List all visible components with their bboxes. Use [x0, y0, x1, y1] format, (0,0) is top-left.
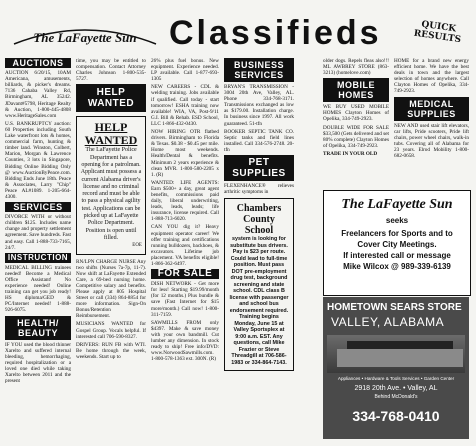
careers-listing: NEW CAREERS - CDL & welding training. Jobs available if qualified. Call today - start tomorrow! ESHA training now available! WIA, VA, Post-9/11 G.I. Bill & Rehab. ESD School, LLC 1-866-432-0430.	[151, 84, 219, 127]
sun-ad-line4: Mike Wilcox @ 989-339-6139	[343, 262, 451, 271]
sears-phone: 334-768-0410	[352, 408, 440, 424]
sears-categories: Appliances • Hardware & Tools Services • Garden Center	[337, 376, 455, 381]
sun-ad-seeks: seeks	[385, 216, 409, 225]
bryans-listing: BRYAN'S TRANSMISSION - 3004 20th Ave, Valley, AL. Phone 334-768-3171. Transmissions exchanged as low as $179.00. Installation charge. In business since 1997. All work guaranteed. 51-tfn	[224, 84, 294, 127]
sears-address: 2918 20th Ave. • Valley, AL	[354, 385, 438, 392]
sun-ad-line2: Cover City Meetings.	[357, 240, 437, 249]
fuel-bonus-listing: 26% plus fuel bonus. New equipment. Experience needed. LP available. Call 1-877-693-1305	[151, 58, 219, 83]
medical-billing-listing: MEDICAL BILLING trainees needed! Become a Medical Office Assistant! No experience needed! Online training can get you job ready! HS diploma/GED & PC/Internet needed! 1-888-926-6075.	[5, 264, 71, 314]
attorney-listing: time, you may be entitled to compensation. Contact Attorney Charles Johnson 1-800-535-5727.	[76, 58, 146, 83]
flea-listing: older dogs. Repels fleas also!!! ML AWBREY STORE (863-3213) (homelove.com)	[323, 58, 389, 77]
musicians-listing: MUSICIANS WANTED for Gospel Group. Vocals helpful. If interested call 706-590-8327.	[76, 321, 146, 340]
divorce-listing: DIVORCE WITH or without children $125. Includes name change and property settlement agreement. Save hundreds. Fast and easy. Call 1-888-733-7165, 24/7.	[5, 214, 71, 251]
page-title: Classifieds	[169, 14, 382, 52]
help-box-title: HELP WANTED	[84, 120, 138, 148]
help-box-text: The LaFayette Police Department has a opening for a patrolman. Applicant must possess a current Alabama driver's license and no criminal record and must be able to pass a physical agility test. Applications can be picked up at LaFayette Police Department. Position is open until filled.	[80, 147, 142, 241]
nurse-listing: RN/LPN CHARGE NURSE Any two shifts (Nurses 7a-7p, 11-7). Now shift at LaFayette Extended Care, a 69-bed nursing home. Competitive salary and benefits. Please apply at 805 Hospital Street or call (334) 864-8854 for more information. Sign-On Bonus/Retention Reimbursement.	[76, 258, 146, 320]
pet-supplies-header: PET SUPPLIES	[224, 155, 294, 181]
sears-owner: Behind McDonald's	[374, 394, 418, 400]
stair-lift-listing: NEW AND used stair lift elevators, car lifts, Pride scooters, Pride lift chairs, power wheel chairs, walk-in tubs. Covering all of Alabama for 23 years. Elrod Mobility 1-800-682-0658.	[394, 122, 469, 160]
chambers-county-ad	[224, 198, 294, 371]
bankruptcy-listing: U.S. BANKRUPTCY auction: 60 Properties including South Lake waterfront lots & homes, commercial farm, hunting & timber land. Winston, Colbert, Marion, Morgan & Lawrence Counties, 3 lots in Singapore, Bidding Online Bidding Only @ www.AuctionByPeace.com. Bidding Ends June 18th. Peace & Associates, Larry "Chip" Peace AL#1089. 1-205-664-4300.	[5, 120, 71, 200]
sun-ad-line3: If interested call or message	[343, 251, 451, 260]
auction-listing: AUCTION 6/20/15, 10AM Americana, amusements, billiards, & picker's dreams. 7136 Cahaba Valley Rd, Birmingham, AL 35242. JDavant#5798, Heritage Realty & Auction, 1-800-445-4808 www.HeritageSales.com	[5, 70, 71, 119]
sears-name: HOMETOWN SEARS STORE	[327, 302, 462, 313]
life-agents-listing: WANTED: LIFE AGENTS: Earn $500+ a day, great agent benefits, commissions paid daily, liberal underwriting, leads, leads, leads; life insurance, license required. Call 1-888-713-6020.	[151, 179, 219, 223]
mobile-homes-header: MOBILE HOMES	[323, 78, 389, 102]
logo-text: The LaFayette Sun	[33, 30, 137, 45]
sears-location: VALLEY, ALABAMA	[331, 315, 445, 329]
sun-ad-title: The LaFayette Sun	[341, 197, 453, 212]
for-sale-header: FOR SALE	[151, 269, 219, 279]
instruction-header: INSTRUCTION	[5, 253, 71, 263]
trade-in-listing: TRADE IN YOUR OLD	[323, 150, 378, 157]
lafayette-sun-logo	[10, 18, 160, 52]
hometown-sears-ad	[323, 297, 469, 439]
services-header: SERVICES	[5, 202, 71, 212]
energy-home-listing: HOME for a brand new energy efficient home. We have the best deals in town and the largest selection of homes anywhere. Call Clayton Homes of Opelika, 334-749-2923.	[394, 58, 469, 95]
column-1	[5, 58, 71, 442]
freelancers-ad	[323, 190, 471, 296]
flexenhance-listing: FLEXENHANCE® relieves arthritic symptoms in	[224, 183, 294, 196]
police-help-wanted-box	[76, 116, 146, 254]
help-box-sign: EOE	[132, 243, 142, 249]
chambers-text: system is looking for substitute bus drivers. Pay is $23 per route. Could lead to full-time position. Must pass DOT pre-employment drug test, background screening and state school. CDL class B license with passenger and school bus endorsement required. Training begins Monday, June 15 at Valley Sportsplex at 9:00 a.m. EST. Any questions, call Mike Frazier or Steve Threadgill at 706-586-1983 or 334-864-7143.	[229, 236, 289, 366]
double-wide-listing: DOUBLE WIDE FOR SALE $33,500 (Gets delivered and set 80% complete) Clayton Homes of Opelika, 334-749-2923.	[323, 124, 389, 149]
hiring-listing: NOW HIRING OTR flatbed drivers. Birmingham to Florida & Texas. $0.38 - $0.45 per mile. Home most weekends. Health/Dental & benefits. Minimum 2 years experience & clean MVR. 1-800-580-2205 x 1. (R)	[151, 129, 219, 178]
column-5	[323, 58, 389, 188]
chambers-title: Chambers County School	[236, 203, 282, 237]
medical-supplies-header: MEDICAL SUPPLIES	[394, 97, 469, 121]
masthead	[6, 4, 470, 60]
booker-listing: BOOKER SEPTIC TANK CO. Septic tanks and field lines installed. Call 334-576-2748. 20-tfn	[224, 128, 294, 153]
column-2	[76, 58, 146, 442]
mobile-buy-listing: WE BUY USED MOBILE HOMES Clayton Homes of Opelika, 334-749-2923.	[323, 104, 389, 123]
business-services-header: BUSINESS SERVICES	[224, 58, 294, 82]
help-wanted-header: HELP WANTED	[76, 84, 146, 112]
sawmills-listing: SAWMILLS FROM only $4397. Make & save money with your own bandmill. Cut lumber any dimension. In stock ready to ship! Free info/DVD: www.NorwoodSawmills.com. 1-800-578-1363 ext. 300N. (R)	[151, 319, 219, 363]
drivers-listing: DRIVERS: RUN FB with WTI. Be home through the week, weekends. Start up to	[76, 341, 146, 360]
column-3	[151, 58, 219, 442]
column-4	[224, 58, 294, 442]
quick-results-tag: QUICK RESULTS	[413, 19, 462, 46]
health-beauty-header: HEALTH/ BEAUTY	[5, 316, 71, 340]
dish-listing: DISH NETWORK - Get more for less! Starting $19.99/month (for 12 months.) Plus bundle & save (Fast Internet for $15 more/month.) Call now! 1-800-311-7159.	[151, 281, 219, 318]
sears-store-photo	[327, 335, 465, 373]
column-6	[394, 58, 469, 188]
heavy-equipment-listing: CAN YOU dig it? Heavy equipment operator career! We offer training and certifications running bulldozers, backhoes, & excavators. Lifetime job placement. VA benefits eligible! 1-866-362-6497.	[151, 224, 219, 267]
xarelto-listing: IF YOU used the blood thinner Xarelto and suffered internal bleeding, hemorrhaging, required hospitalization or a loved one died while taking Xarelto between 2011 and the present	[5, 341, 71, 385]
auctions-header: AUCTIONS	[5, 58, 71, 68]
sun-ad-line1: Freelancers for Sports and to	[341, 229, 453, 238]
